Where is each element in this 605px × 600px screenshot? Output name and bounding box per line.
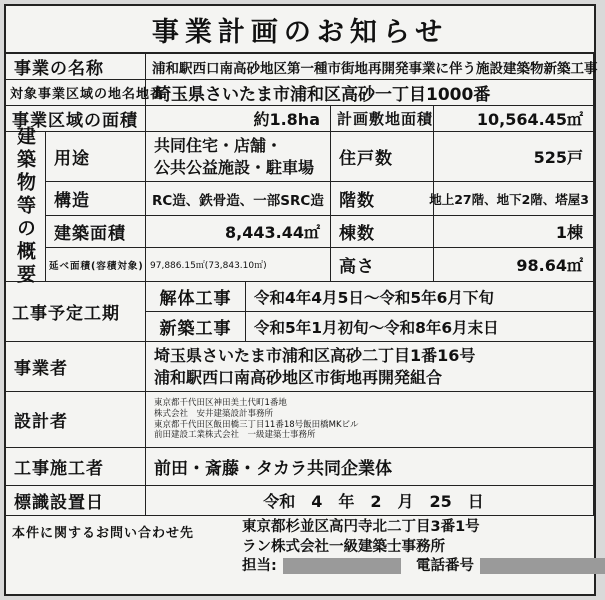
height-value: 98.64㎡ <box>434 248 594 282</box>
count-label: 棟数 <box>331 216 434 248</box>
sign-date-value: 令和 4 年 2 月 25 日 <box>146 486 594 516</box>
building-section-label: 建築物等の概要 <box>6 132 46 282</box>
floor-area-label: 延べ面積(容積対象) <box>46 248 146 282</box>
height-label: 高さ <box>331 248 434 282</box>
schedule-label: 工事予定工期 <box>6 282 146 342</box>
sign-title: 事業計画のお知らせ <box>6 6 594 54</box>
location-label: 対象事業区域の地名地番 <box>6 80 146 106</box>
use-value-line1: 共同住宅・店舗・ <box>154 135 283 155</box>
units-label: 住戸数 <box>331 132 434 182</box>
floors-value: 地上27階、地下2階、塔屋3 <box>434 182 594 216</box>
project-name-label: 事業の名称 <box>6 54 146 80</box>
inquiry-label: 本件に関するお問い合わせ先 <box>12 526 195 541</box>
operator-label: 事業者 <box>6 342 146 392</box>
contractor-label: 工事施工者 <box>6 448 146 486</box>
designer-line2: 株式会社 安井建築設計事務所 <box>154 408 274 419</box>
floor-area-value: 97,886.15㎡(73,843.10㎡) <box>146 248 331 282</box>
structure-label: 構造 <box>46 182 146 216</box>
operator-line2: 浦和駅西口南高砂地区市街地再開発組合 <box>154 367 443 387</box>
operator-line1: 埼玉県さいたま市浦和区高砂二丁目1番16号 <box>154 345 476 365</box>
floors-label: 階数 <box>331 182 434 216</box>
phone-label: 電話番号 <box>415 558 474 575</box>
building-area-value: 8,443.44㎡ <box>146 216 331 248</box>
count-value: 1棟 <box>434 216 594 248</box>
units-value: 525戸 <box>434 132 594 182</box>
inquiry-contact-row <box>242 557 605 577</box>
inquiry-line2: ラン株式会社一級建築士事務所 <box>242 538 445 555</box>
construction-value: 令和5年1月初旬〜令和8年6月末日 <box>246 312 594 342</box>
area-label: 事業区域の面積 <box>6 106 146 132</box>
demolition-value: 令和4年4月5日〜令和5年6月下旬 <box>246 282 594 312</box>
contractor-value: 前田・斎藤・タカラ共同企業体 <box>146 448 594 486</box>
use-value-line2: 公共公益施設・駐車場 <box>154 157 315 177</box>
site-area-label: 計画敷地面積 <box>331 106 434 132</box>
area-value: 約1.8ha <box>146 106 331 132</box>
project-name-value: 浦和駅西口南高砂地区第一種市街地再開発事業に伴う施設建築物新築工事 <box>146 54 594 80</box>
demolition-label: 解体工事 <box>146 282 246 312</box>
notice-sign <box>4 4 596 596</box>
designer-label: 設計者 <box>6 392 146 448</box>
designer-line4: 前田建設工業株式会社 一級建築士事務所 <box>154 430 316 441</box>
building-area-label: 建築面積 <box>46 216 146 248</box>
inquiry-value <box>242 516 594 596</box>
structure-value: RC造、鉄骨造、一部SRC造 <box>146 182 331 216</box>
sign-date-label: 標識設置日 <box>6 486 146 516</box>
phone-redaction <box>480 558 605 574</box>
person-redaction <box>283 558 401 574</box>
use-label: 用途 <box>46 132 146 182</box>
designer-line1: 東京都千代田区神田美土代町1番地 <box>154 398 287 409</box>
designer-value <box>146 392 594 448</box>
operator-value <box>146 342 594 392</box>
location-value: 埼玉県さいたま市浦和区高砂一丁目1000番 <box>146 80 594 106</box>
designer-line3: 東京都千代田区飯田橋三丁目11番18号飯田橋MKビル <box>154 419 359 430</box>
person-label: 担当: <box>242 558 277 575</box>
site-area-value: 10,564.45㎡ <box>434 106 594 132</box>
use-value <box>146 132 331 182</box>
inquiry-line1: 東京都杉並区高円寺北二丁目3番1号 <box>242 519 480 535</box>
construction-label: 新築工事 <box>146 312 246 342</box>
